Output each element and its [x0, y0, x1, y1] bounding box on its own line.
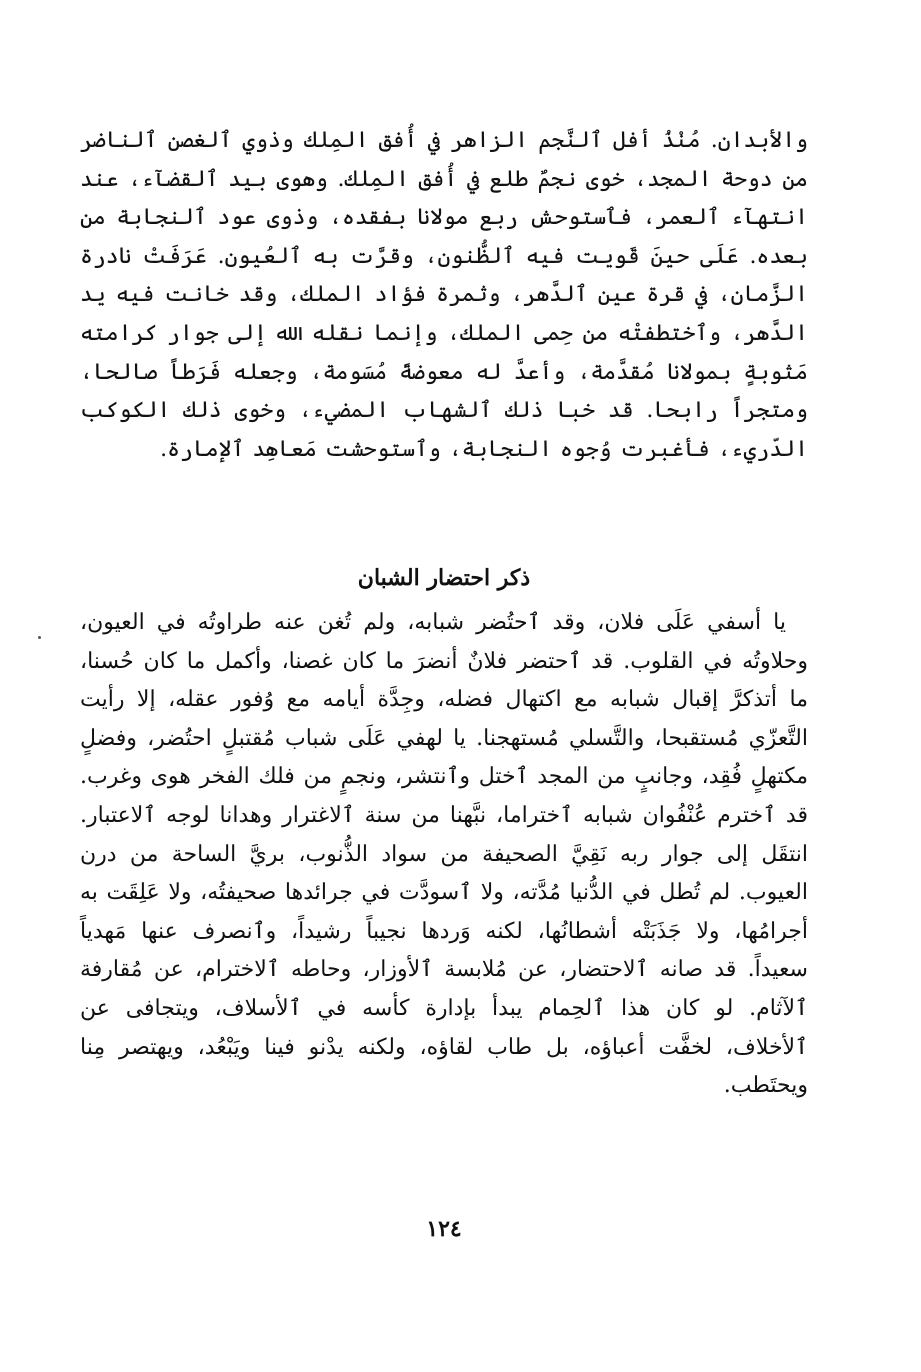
paragraph-2: يا أسفي عَلَى فلان، وقد ٱحتُضر شبابه، ولم تُغن عنه طراوتُه في العيون، وحلاوتُه في القلوب. قد ٱحتضر فلانٌ أنضرَ ما كان غصنا، وأكمل ما كان حُسنا، ما أتذكرَّ إقبال شبابه مع اكتهال فضله، وجِدَّة أيامه مع وُفور عقله، إلا رأيت التَّعزّي مُستقبحا، والتَّسلي مُستهجنا. يا لهفي عَلَى شباب مُقتبلٍ احتُضر، وفضلٍ مكتهلٍ فُقِد، وجانبٍ من المجد ٱختل وٱنتشر، ونجمٍ من فلك الفخر هوى وغرب. قد ٱخترم عُنْفُوان شبابه ٱختراما، نبَّهنا من سنة ٱلاغترار وهدانا لوجه ٱلاعتبار. انتقَل إلى جوار ربه نَقِيَّ الصحيفة من سواد الذُّنوب، بريَّ الساحة من درن العيوب. لم تُطل في الدُّنيا مُدَّته، ولا ٱسودَّت في جرائدها صحيفتُه، ولا عَلِقَت به أجرامُها، ولا جَذَبَتْه أشطانُها، لكنه وَردها نجيباً رشيداً، وٱنصرف عنها مَهدياً سعيداً. قد صانه ٱلاحتضار، عن مُلابسة ٱلأوزار، وحاطه ٱلاخترام، عن مُقارفة ٱلآثام. لو كان هذا ٱلحِمام يبدأ بإدارة كأسه في ٱلأسلاف، ويتجافى عن ٱلأخلاف، لخفَّت أعباؤه، بل طاب لقاؤه، ولكنه يدْنو فينا ويَبْعُد، ويهتصر مِنا ويحتَطب. — [80, 610, 808, 1099]
paragraph-1: والأبدان. مُنْذُ أفل ٱلنَّجم الزاهر في أُفق المِلك وذوي ٱلغصن ٱلناضر من دوحة المجد، خوى نجمٌ طلع في أُفق المِلك. وهوى بيد ٱلقضآء، عند انتهآء ٱلعمر، فٱستوحش ربع مولانا بفقده، وذوى عود ٱلنجابة من بعده. عَلَى حينَ قَويت فيه ٱلظُّنون، وقرَّت به ٱلعُيون. عَرَفَتْ نادرة الزَّمان، في قرة عين ٱلدَّهر، وثمرة فؤاد الملك، وقد خانت فيه يد الدَّهر، وٱختطفتْه من حِمى الملك، وإنما نقله الله إلى جوار كرامته مَثوبةٍ بمولانا مُقدَّمة، وأعدَّ له معوضةً مُسَومة، وجعله فَرَطاً صالحا، ومتجراً رابحا. قد خبا ذلك ٱلشهاب المضيء، وخوى ذلك الكوكب الدّريء، فأغبرت وُجوه النجابة، وٱستوحشت مَعاهِد ٱلإمارة. — [80, 128, 808, 462]
section-heading: ذكر احتضار الشبان — [357, 565, 531, 591]
page-number: ١٢٤ — [426, 1216, 462, 1242]
scan-speck — [38, 636, 41, 639]
